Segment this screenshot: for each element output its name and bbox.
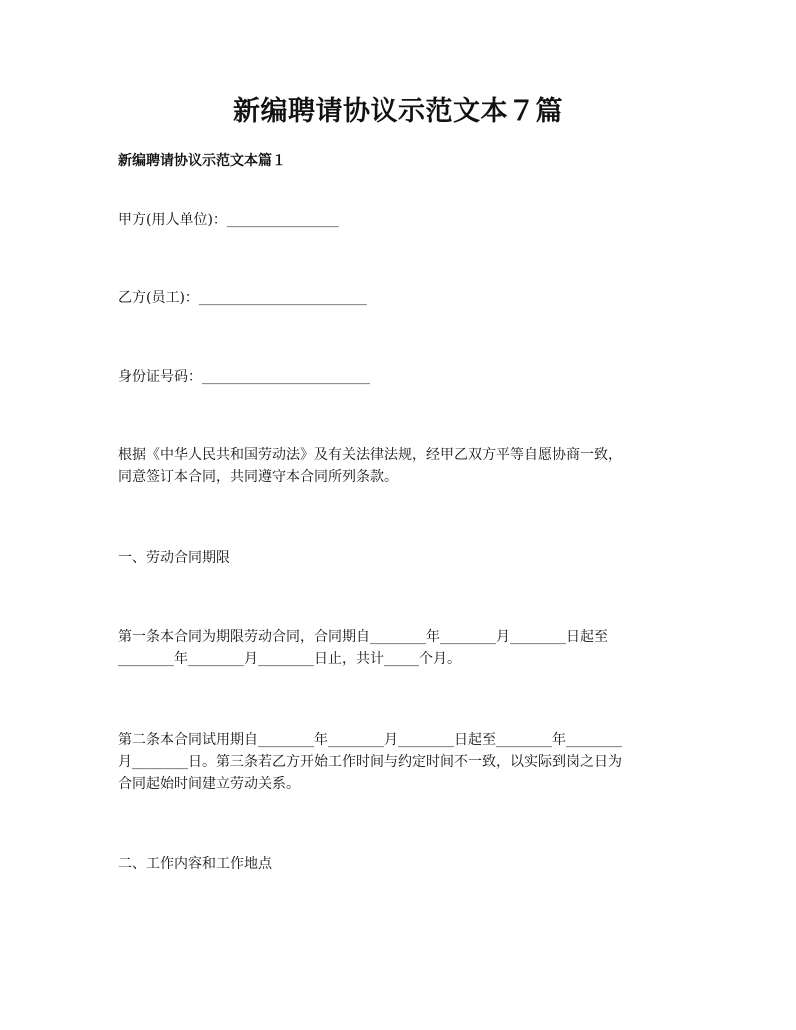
intro-paragraph-line-1: 根据《中华人民共和国劳动法》及有关法律法规，经甲乙双方平等自愿协商一致， <box>118 447 622 463</box>
id-number-line: 身份证号码：________________________ <box>118 369 370 385</box>
article-1-line-2: ________年________月________日止，共计_____个月。 <box>118 651 461 667</box>
document-subtitle: 新编聘请协议示范文本篇１ <box>118 153 286 169</box>
party-a-line: 甲方(用人单位)：________________ <box>118 212 339 228</box>
article-2-line-2: 月________日。第三条若乙方开始工作时间与约定时间不一致，以实际到岗之日为 <box>118 754 622 770</box>
section-2-heading: 二、工作内容和工作地点 <box>118 856 272 872</box>
document-title: 新编聘请协议示范文本７篇 <box>233 96 563 127</box>
article-1-line-1: 第一条本合同为期限劳动合同，合同期自________年________月________日起至 <box>118 629 608 645</box>
article-2-line-3: 合同起始时间建立劳动关系。 <box>118 776 300 792</box>
article-2-line-1: 第二条本合同试用期自________年________月________日起至________年________ <box>118 732 622 748</box>
section-1-heading: 一、劳动合同期限 <box>118 550 230 566</box>
party-b-line: 乙方(员工)：________________________ <box>118 290 367 306</box>
intro-paragraph-line-2: 同意签订本合同，共同遵守本合同所列条款。 <box>118 469 398 485</box>
